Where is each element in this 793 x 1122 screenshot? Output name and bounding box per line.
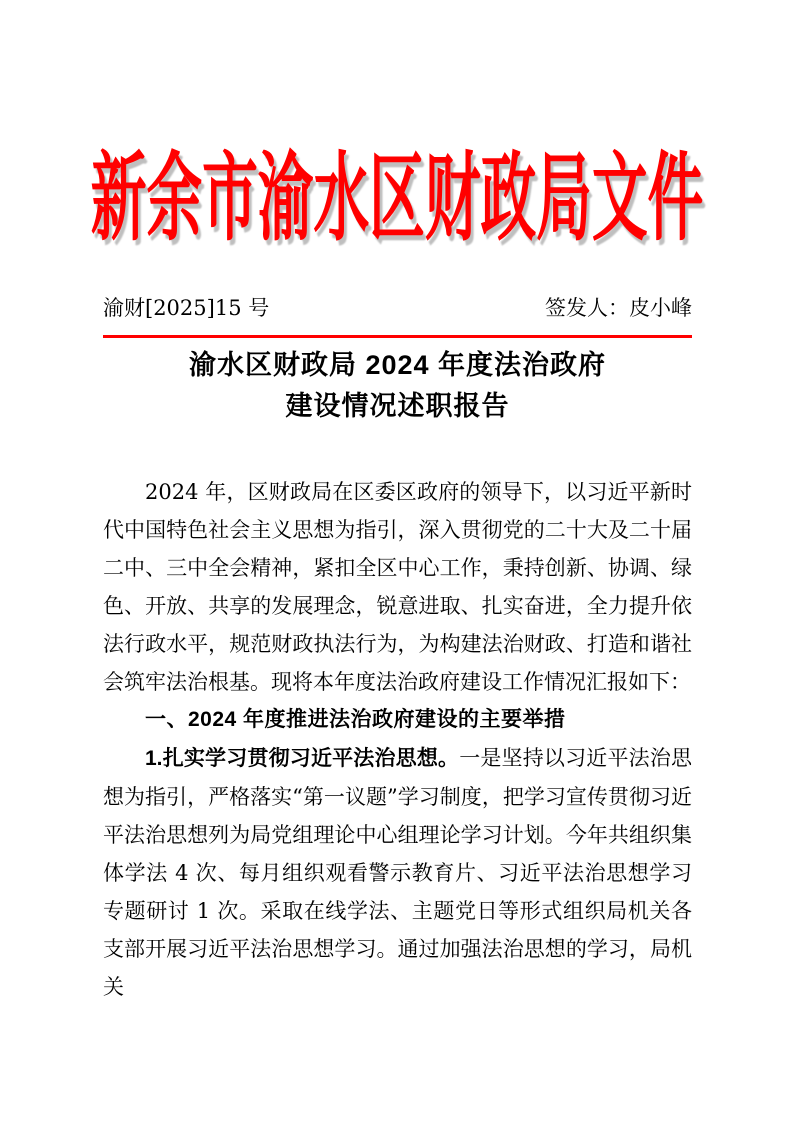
letterhead-title: 新余市渝水区财政局文件 [90, 141, 703, 254]
red-separator-rule [103, 335, 692, 338]
document-content [0, 296, 793, 1006]
document-title-line1: 渝水区财政局 2024 年度法治政府 [188, 350, 607, 380]
section1-heading: 一、2024 年度推进法治政府建设的主要举措 [145, 708, 566, 731]
intro-paragraph: 2024 年，区财政局在区委区政府的领导下，以习近平新时代中国特色社会主义思想为指引，深入贯彻党的二十大及二十届二中、三中全会精神，紧扣全区中心工作，秉持创新、协调、绿色、开放、共享的发展理念，锐意进取、扎实奋进，全力提升依法行政水平，规范财政执法行为，为构建法治财政、打造和谐社会筑牢法治根基。现将本年度法治政府建设工作情况汇报如下： [103, 480, 692, 694]
item1-body: 一是坚持以习近平法治思想为指引，严格落实“第一议题”学习制度，把学习宣传贯彻习近平法治思想列为局党组理论中心组理论学习计划。今年共组织集体学法 4 次、每月组织观看警示教育片、习近平法治思想学习专题研讨 1 次。采取在线学法、主题党日等形式组织局机关各支部开展习近平法治思想学习。通过加强法治思想的学习，局机关 [103, 746, 692, 999]
document-title [103, 345, 692, 427]
letterhead [0, 141, 793, 254]
document-body [103, 473, 692, 1006]
item1-lead: 1.扎实学习贯彻习近平法治思想。 [145, 747, 460, 770]
issuer-label: 签发人：皮小峰 [545, 296, 692, 320]
document-title-line2: 建设情况述职报告 [285, 391, 510, 421]
doc-number: 渝财[2025]15 号 [103, 296, 270, 320]
item1-paragraph [103, 739, 692, 1006]
doc-number-row [103, 296, 692, 320]
